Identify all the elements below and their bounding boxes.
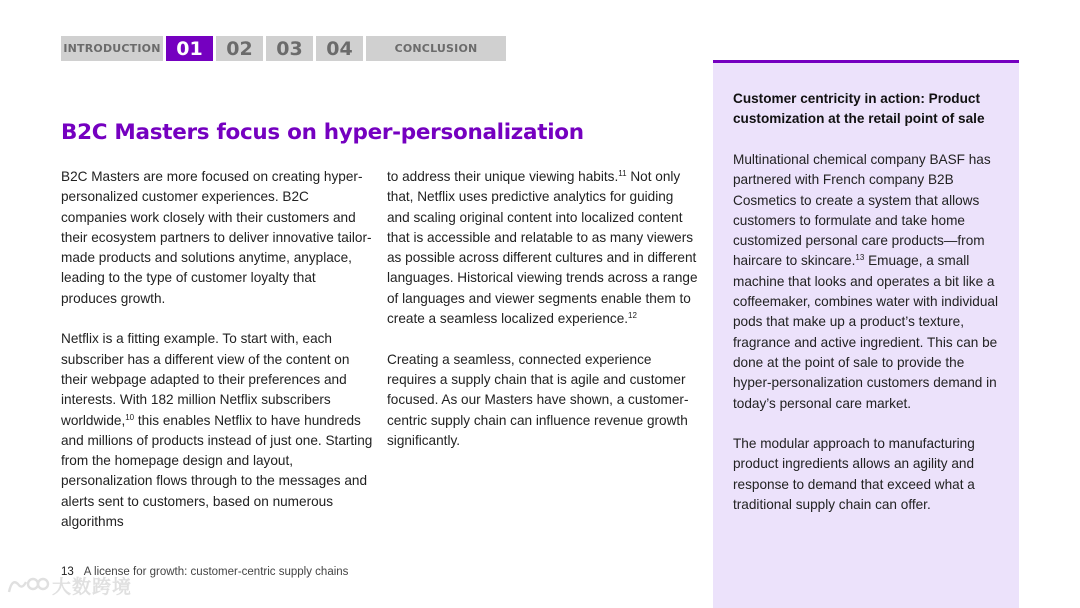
tab-introduction[interactable]: INTRODUCTION [61,36,163,61]
tab-03[interactable]: 03 [266,36,313,61]
watermark-text: 大数跨境 [52,576,133,598]
watermark-logo-icon [6,574,50,598]
tab-04[interactable]: 04 [316,36,363,61]
footnote-ref[interactable]: 10 [125,412,135,422]
paragraph: The modular approach to manufacturing product ingredients allows an agility and response to demand that exceed what a traditional supply chain can offer. [733,436,975,513]
tab-conclusion[interactable]: CONCLUSION [366,36,506,61]
paragraph: Multinational chemical company BASF has partnered with French company B2B Cosmetics to create a system that allows customers to formulate and take home customized personal care products—from haircare to skincare.$^{13}$ Emuage, a small machine that looks and operates a bit like a coffeemaker, combines water with individual pods that make up a product’s texture, fragrance and active ingredient. This can be done at the point of sale to provide the hyper-personalization customers demand in today’s personal care market. [733,152,998,411]
section-nav [61,36,506,61]
sidebar-title: Customer centricity in action: Product customization at the retail point of sale [733,91,985,127]
body-column-2 [387,167,699,471]
footnote-ref[interactable]: 11 [618,169,627,178]
paragraph: Netflix is a fitting example. To start with, each subscriber has a different view of the content on their webpage adapted to their preferences and interests. With 182 million Netflix subscribers worldwide,$^{10}$ this enables Netflix to have hundreds and millions of products instead of just one. Starting from the homepage design and layout, personalization flows through to the messages and alerts sent to customers, based on numerous algorithms [61,331,373,530]
tab-01[interactable]: 01 [166,36,213,61]
sidebar-body [733,150,1003,536]
paragraph: to address their unique viewing habits.$^{11}$ Not only that, Netflix uses predictive analytics for guiding and scaling original content into localized content that is accessible and relatable to as many viewers as possible across different cultures and in different languages. Historical viewing trends across a range of languages and viewer segments enable them to create a seamless localized experience.$^{12}$ [387,169,698,327]
sidebar-callout [713,60,1019,608]
page-title: B2C Masters focus on hyper-personalization [61,120,584,145]
watermark [6,572,132,599]
paragraph: Creating a seamless, connected experience requires a supply chain that is agile and customer focused. As our Masters have shown, a customer-centric supply chain can influence revenue growth significantly. [387,351,689,448]
footnote-ref[interactable]: 13 [855,253,865,263]
tab-02[interactable]: 02 [216,36,263,61]
footer-title: A license for growth: customer-centric supply chains [83,566,349,578]
body-column-1 [61,167,373,553]
paragraph: B2C Masters are more focused on creating hyper-personalized customer experiences. B2C companies work closely with their customers and their ecosystem partners to deliver innovative tailor-made products and solutions anytime, anyplace, leading to the type of customer loyalty that produces growth. [61,169,372,306]
footnote-ref[interactable]: 12 [628,311,637,321]
page-number: 13 [61,566,74,578]
